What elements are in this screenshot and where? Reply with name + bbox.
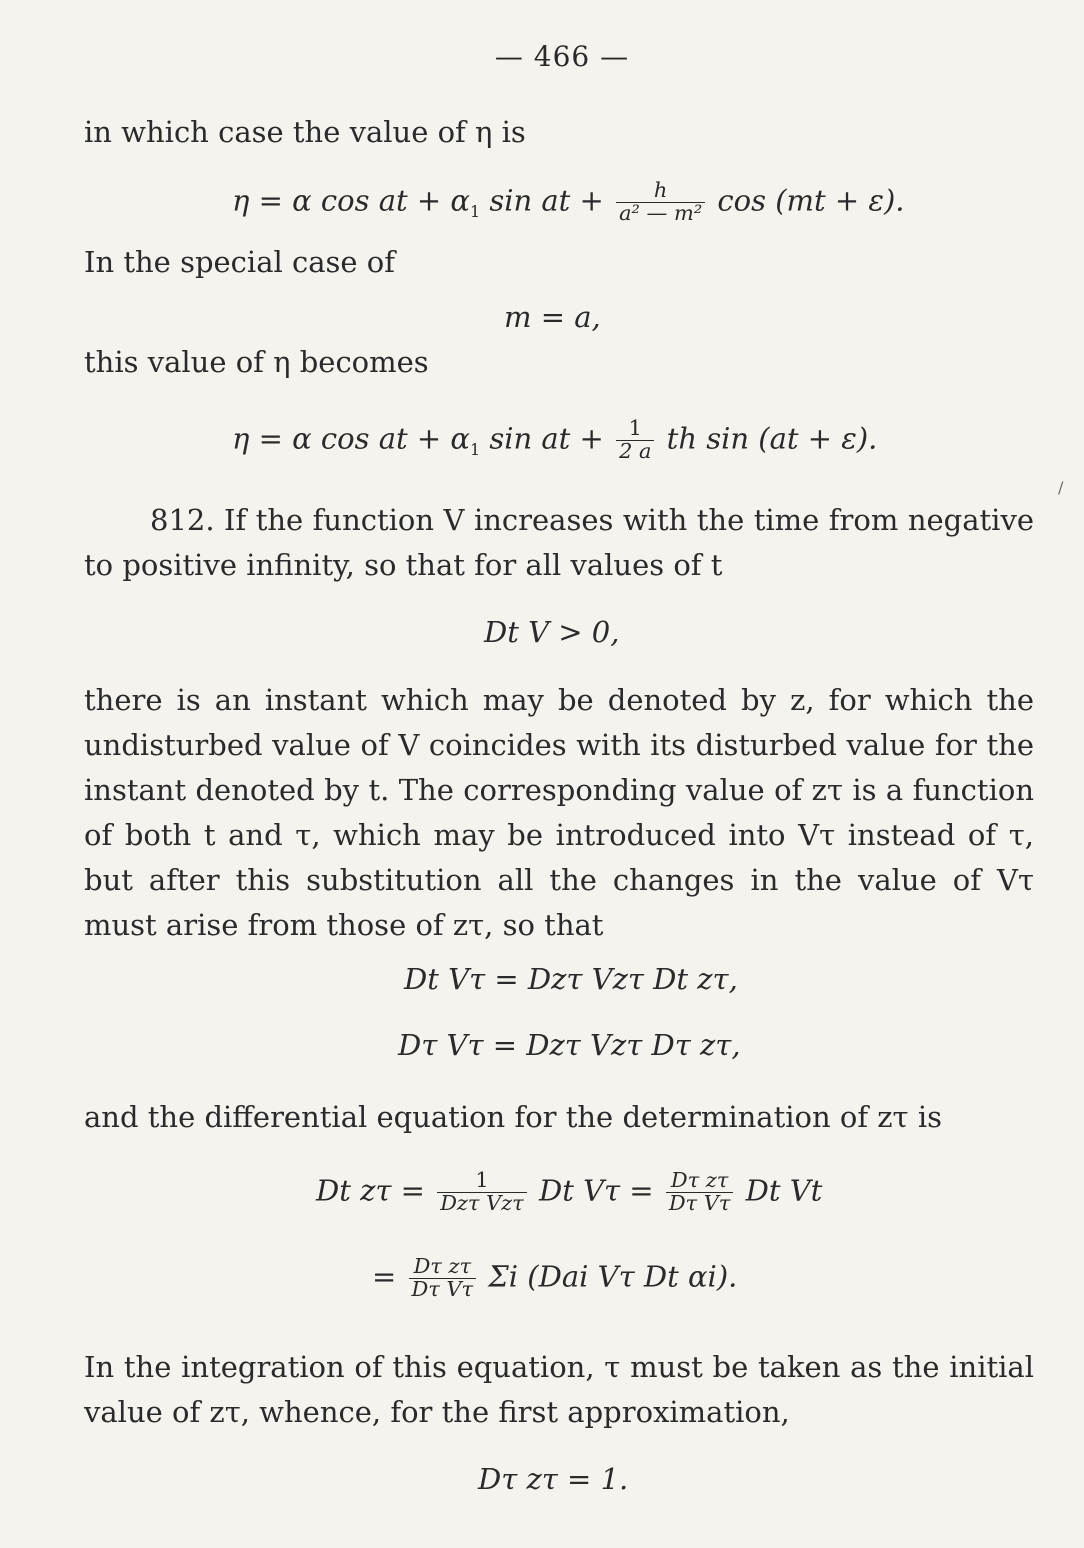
equation-eta-1: η = α cos at + $\alpha_1$ sin at + $\frac{h}{\text{a² — m²}}$ cos (mt + ε). <box>232 178 905 225</box>
text-line: in which case the value of η is <box>84 115 526 149</box>
stray-mark: / <box>1058 478 1064 497</box>
equation-dt-ztau: Dt zτ = $\frac{1}{\text{Dzτ Vzτ}}$ Dt Vτ = $\frac{\text{Dτ zτ}}{\text{Dτ Vτ}}$ Dt Vt <box>316 1168 823 1215</box>
fraction: $\frac{\text{Dτ zτ}}{\text{Dτ Vτ}}$ <box>409 1256 477 1301</box>
equation-sum: = $\frac{\text{Dτ zτ}}{\text{Dτ Vτ}}$ Σi (Dai Vτ Dt αi). <box>372 1254 738 1301</box>
page-number: — 466 — <box>494 40 630 73</box>
fraction: $\frac{\text{Dτ zτ}}{\text{Dτ Vτ}}$ <box>666 1170 734 1215</box>
fraction: $\frac{1}{\text{Dzτ Vzτ}}$ <box>437 1170 527 1215</box>
fraction: $\frac{h}{\text{a² — m²}}$ <box>616 180 705 225</box>
text-line: In the special case of <box>84 245 395 279</box>
paragraph-instant: there is an instant which may be denoted by z, for which the undisturbed value of V coincides with its disturbed value for the instant denoted by t. The corresponding value of zτ is a function of both t and τ, which may be introduced into Vτ instead of τ, but after this substitution all the changes in the value of Vτ must arise from those of zτ, so that <box>84 683 1034 942</box>
equation-dtau-ztau-one: Dτ zτ = 1. <box>478 1462 629 1496</box>
equation-dt-vtau: Dt Vτ = Dzτ Vzτ Dt zτ, <box>404 962 738 996</box>
equation-eta-2: η = α cos at + $\alpha_1$ sin at + $\frac{1}{2 a}$ th sin (at + ε). <box>232 416 878 463</box>
paragraph-812: 812. If the function V increases with the time from negative to positive infinity, so that for all values of t <box>84 503 1034 582</box>
paragraph-integration: In the integration of this equation, τ must be taken as the initial value of zτ, whence, for the first approximation, <box>84 1350 1034 1429</box>
text-line: this value of η becomes <box>84 345 429 379</box>
equation-m-equals-a: m = a, <box>504 300 601 334</box>
equation-dt-v-positive: Dt V > 0, <box>484 615 620 649</box>
equation-dtau-vtau: Dτ Vτ = Dzτ Vzτ Dτ zτ, <box>398 1028 741 1062</box>
fraction: $\frac{1}{2 a}$ <box>616 418 654 463</box>
text-line: and the differential equation for the determination of zτ is <box>84 1100 942 1134</box>
